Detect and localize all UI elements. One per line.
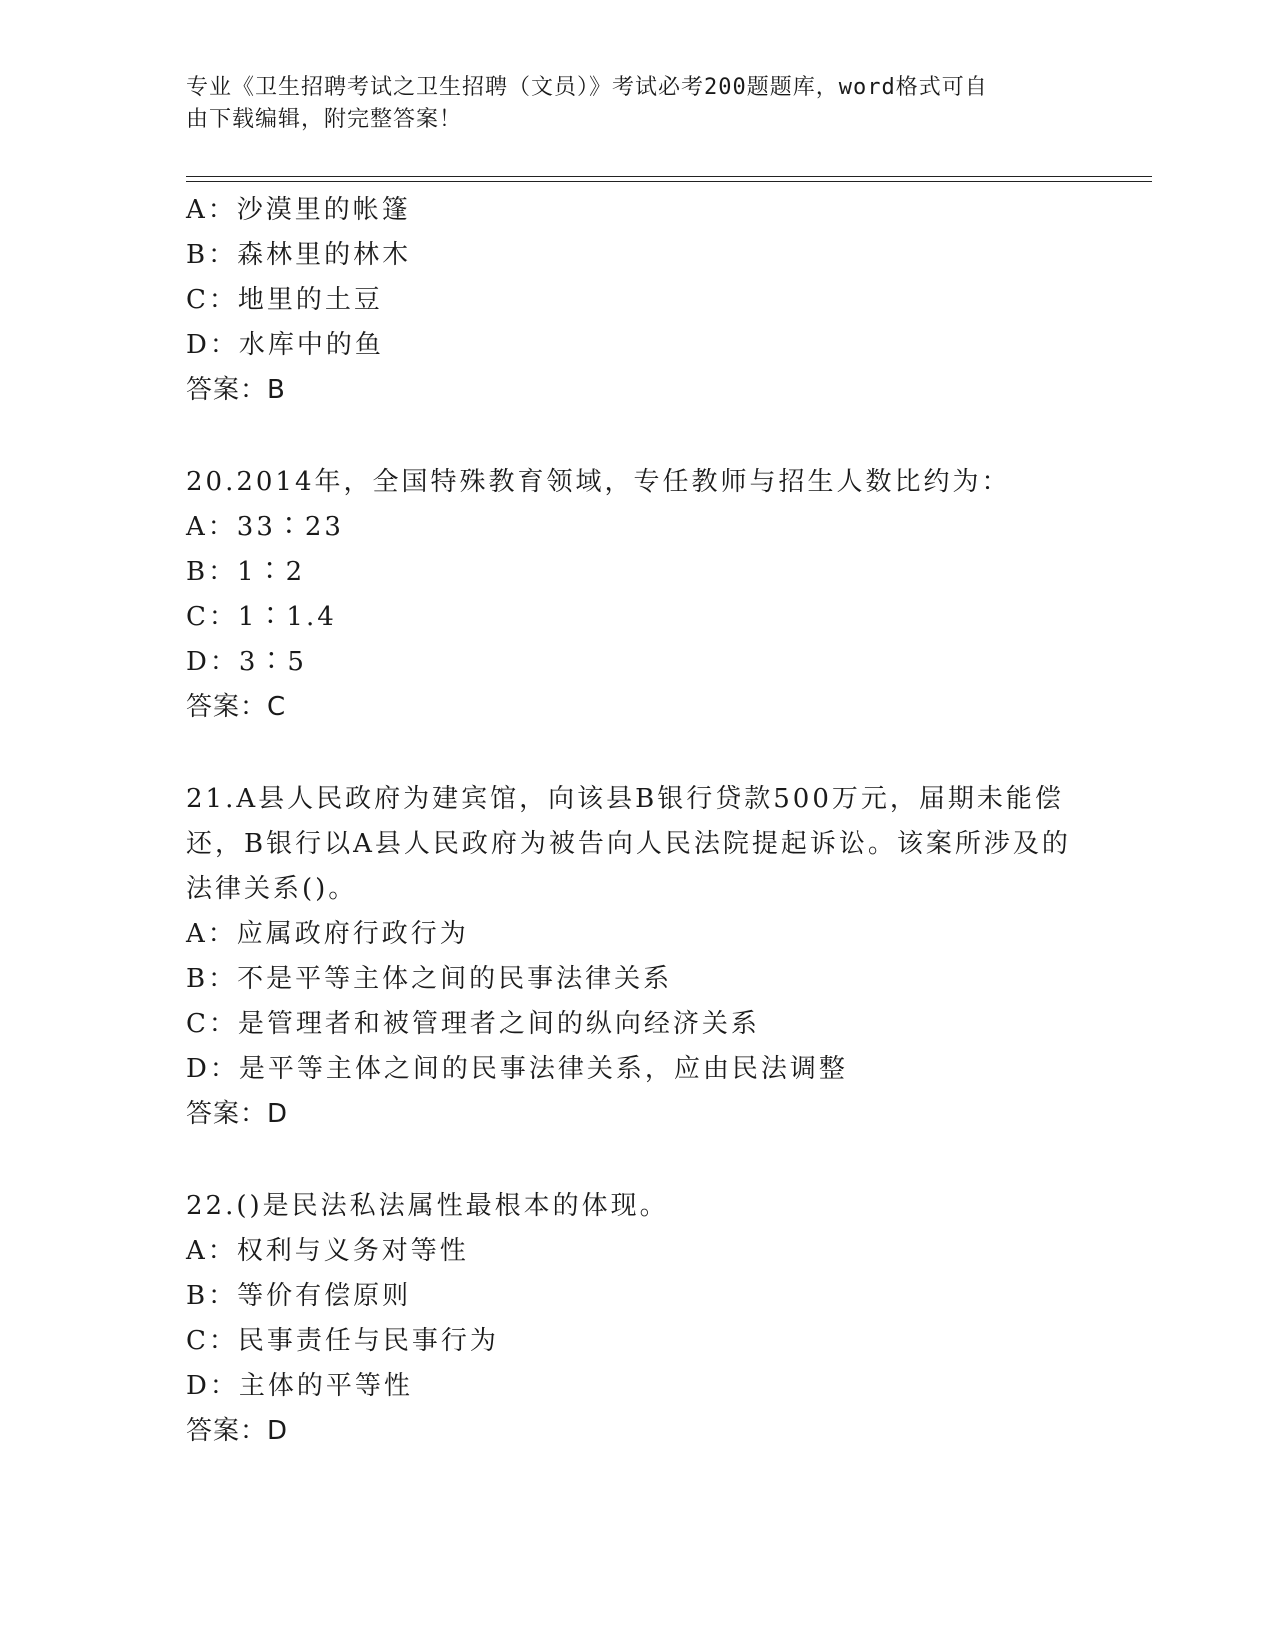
option-d: D：主体的平等性	[186, 1371, 413, 1401]
question-text: 20.2014年，全国特殊教育领域，专任教师与招生人数比约为：	[186, 467, 1011, 497]
option-b: B：不是平等主体之间的民事法律关系	[186, 964, 673, 994]
question-text-line-1: 21.A县人民政府为建宾馆，向该县B银行贷款500万元，届期未能偿	[186, 784, 1064, 814]
answer: 答案：B	[186, 375, 286, 405]
option-c: C：地里的土豆	[186, 285, 383, 315]
option-a: A：应属政府行政行为	[186, 919, 469, 949]
option-c: C：是管理者和被管理者之间的纵向经济关系	[186, 1009, 760, 1039]
option-a: A：权利与义务对等性	[186, 1236, 469, 1266]
header-divider-bottom	[186, 181, 1152, 182]
option-a: A：33∶23	[186, 512, 344, 542]
option-a: A：沙漠里的帐篷	[186, 195, 411, 225]
question-text-line-2: 还，B银行以A县人民政府为被告向人民法院提起诉讼。该案所涉及的	[186, 829, 1071, 859]
question-19	[186, 188, 1086, 413]
option-d: D：3∶5	[186, 647, 307, 677]
option-b: B：1∶2	[186, 557, 306, 587]
option-c: C：1∶1.4	[186, 602, 337, 632]
question-text: 22.()是民法私法属性最根本的体现。	[186, 1191, 669, 1221]
answer: 答案：C	[186, 692, 287, 722]
question-22	[186, 1184, 1086, 1454]
header-line-1: 专业《卫生招聘考试之卫生招聘（文员）》考试必考200题题库，word格式可自	[186, 75, 988, 100]
option-b: B：森林里的林木	[186, 240, 412, 270]
question-20	[186, 460, 1086, 730]
answer: 答案：D	[186, 1416, 289, 1446]
option-b: B：等价有偿原则	[186, 1281, 412, 1311]
header-divider-top	[186, 176, 1152, 177]
option-c: C：民事责任与民事行为	[186, 1326, 499, 1356]
header-line-2: 由下载编辑，附完整答案！	[186, 107, 463, 132]
question-list	[186, 188, 1086, 1454]
question-text-line-3: 法律关系()。	[186, 874, 358, 904]
document-header	[186, 72, 1086, 136]
question-21	[186, 777, 1086, 1137]
option-d: D：是平等主体之间的民事法律关系，应由民法调整	[186, 1054, 848, 1084]
option-d: D：水库中的鱼	[186, 330, 384, 360]
answer: 答案：D	[186, 1099, 289, 1129]
